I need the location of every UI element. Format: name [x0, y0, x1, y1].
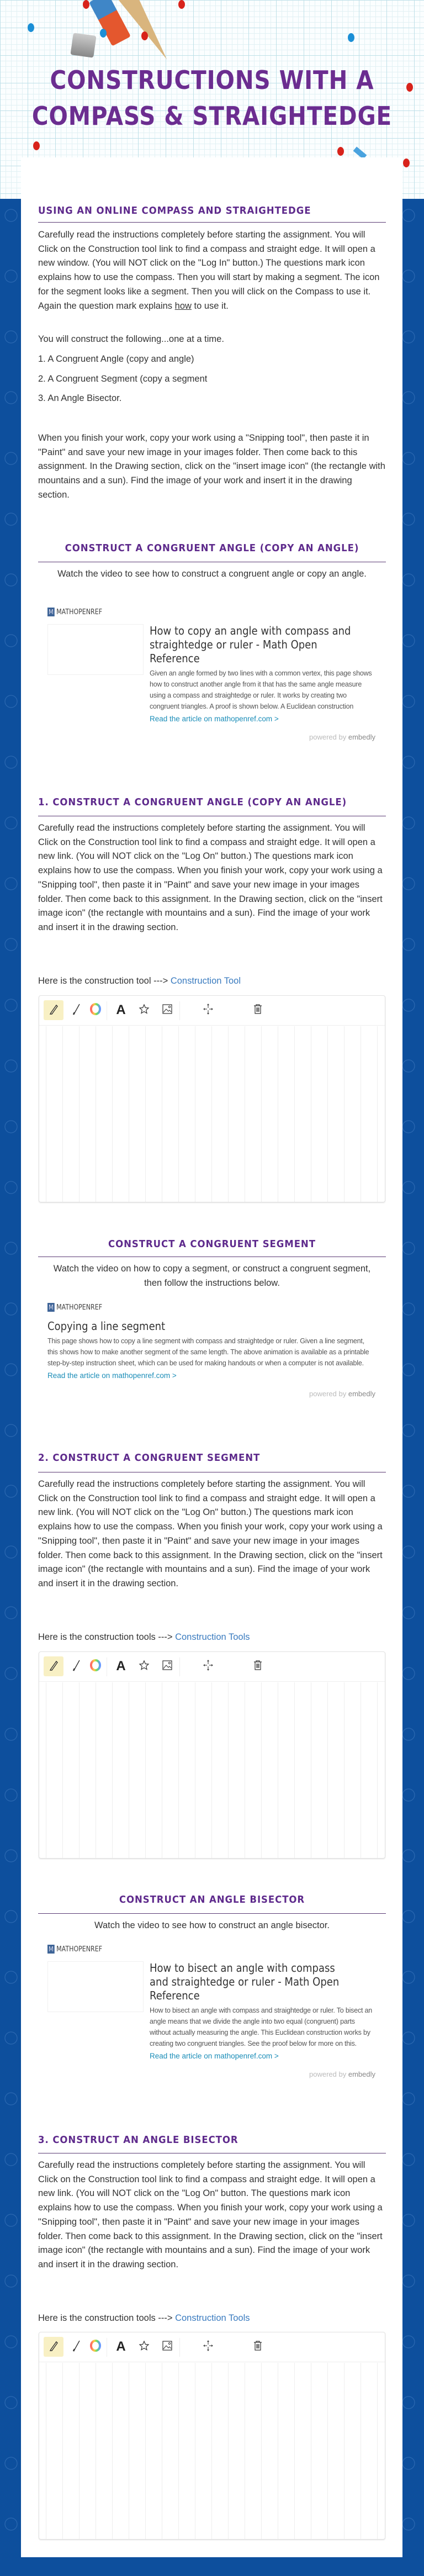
brand-name: MATHOPENREF	[56, 1303, 103, 1312]
embed-thumbnail[interactable]	[47, 624, 144, 675]
tool-prefix: Here is the construction tools --->	[38, 1632, 173, 1642]
read-article-link[interactable]: Read the article on mathopenref.com >	[47, 1371, 177, 1380]
dot-decoration	[178, 0, 185, 9]
drawing-toolbar	[39, 2332, 385, 2362]
dot-decoration	[406, 83, 413, 92]
color-wheel-tool-button[interactable]	[86, 1000, 105, 1020]
tool-line	[38, 2311, 386, 2326]
pencil-icon	[49, 1660, 59, 1674]
star-icon	[139, 1004, 150, 1017]
embedly-brand: embedly	[348, 733, 375, 741]
star-tool-button[interactable]	[134, 2337, 154, 2357]
brush-tool-button[interactable]	[67, 1000, 87, 1020]
drawing-toolbar	[39, 1652, 385, 1682]
intro-heading: USING AN ONLINE COMPASS AND STRAIGHTEDGE	[38, 205, 311, 217]
task-heading: 1. CONSTRUCT A CONGRUENT ANGLE (COPY AN ANGLE)	[38, 796, 347, 808]
tool-prefix: Here is the construction tools --->	[38, 2313, 173, 2323]
dot-decoration	[28, 23, 34, 32]
divider	[38, 222, 386, 223]
star-icon	[139, 1660, 150, 1674]
embed-title[interactable]: Copying a line segment	[47, 1319, 166, 1333]
video-section-heading: CONSTRUCT A CONGRUENT SEGMENT	[108, 1238, 316, 1250]
watch-text: Watch the video on how to copy a segment, or construct a congruent segment, then follow the instructions below.	[53, 1264, 371, 1288]
trash-tool-button[interactable]	[248, 1000, 268, 1020]
dot-decoration	[100, 29, 107, 38]
powered-by-embedly[interactable]	[47, 2069, 375, 2080]
move-icon	[203, 1003, 214, 1018]
divider	[38, 1913, 386, 1914]
mathopenref-logo-icon: M	[48, 1945, 54, 1953]
embed-description: How to bisect an angle with compass and straightedge or ruler. To bisect an angle means that we divide the angle into two equal (congruent) parts without actually measuring the angle. This Euclidean construction works by creating two congruent triangles. See the proof below for more on this.	[150, 2007, 373, 2047]
pencil-tool-button[interactable]	[44, 2337, 63, 2357]
brand-name: MATHOPENREF	[56, 1945, 103, 1954]
watch-text: Watch the video to see how to construct a congruent angle or copy an angle.	[57, 569, 367, 579]
powered-prefix: powered by	[309, 1390, 347, 1398]
video-section-heading: CONSTRUCT A CONGRUENT ANGLE (COPY AN ANGLE)	[65, 542, 359, 554]
toolbar-separator	[179, 2338, 180, 2357]
brush-icon	[72, 1003, 81, 1018]
intro-text-end: to use it.	[191, 300, 229, 311]
task-paragraph: Carefully read the instructions completely before starting the assignment. You will Click on the Construction tool link to find a compass and straight edge. It will open a new link. (You will NOT click on the "Log On" button. The questions mark icon explains how to use the compass. When you finish your work, copy your work using a "Snipping tool", then paste it in "Paint" and save your new image in your images folder. Then come back to this assignment. In the Drawing section, click on the "insert image icon" (the rectangle with mountains and a sun). Find the image of your work and insert it in the drawing section.	[38, 2160, 383, 2269]
drawing-canvas[interactable]	[39, 2363, 385, 2539]
sharpener-decoration	[70, 33, 96, 57]
embed-card	[47, 1303, 379, 1400]
list-item: 3. An Angle Bisector.	[38, 393, 122, 403]
dot-decoration	[403, 159, 410, 167]
construct-line: You will construct the following...one at a time.	[38, 334, 224, 344]
dot-decoration	[33, 141, 40, 150]
dot-decoration	[141, 31, 148, 40]
intro-text: Carefully read the instructions completely before starting the assignment. You will Click on the Construction tool link to find a compass and straight edge. It will open a new window. (You will NOT click on the "Log In" button.) The questions mark icon explains how to use the compass. Then you will start by making a segment. The icon for the segment looks like a segment. Then you will click on the Compass to use it. Again the question mark explains	[38, 230, 380, 311]
embed-brand	[47, 1303, 329, 1312]
powered-by-embedly[interactable]	[47, 1389, 375, 1400]
drawing-widget	[39, 1651, 385, 1859]
brush-icon	[72, 2340, 81, 2355]
embed-description: Given an angle formed by two lines with a common vertex, this page shows how to construct another angle from it that has the same angle measure using a compass and straightedge or ruler. It works by creating two congruent triangles. A proof is shown below. A Euclidean construction	[150, 669, 372, 710]
embed-title[interactable]: How to bisect an angle with compass and straightedge or ruler - Math Open Reference	[150, 1961, 340, 2002]
watch-text: Watch the video to see how to construct an angle bisector.	[94, 1920, 330, 1930]
task-heading: 2. CONSTRUCT A CONGRUENT SEGMENT	[38, 1452, 261, 1464]
video-section-heading: CONSTRUCT AN ANGLE BISECTOR	[119, 1894, 305, 1905]
embed-description: This page shows how to copy a line segment with compass and straightedge or ruler. Given a line segment, this shows how to make another segment of the same length. The above animation is available as a printable step-by-step instruction sheet, which can be used for making handouts or when a computer is not available.	[47, 1337, 369, 1367]
page-title-line-1: CONSTRUCTIONS WITH A	[50, 65, 374, 95]
tool-line	[38, 974, 386, 989]
mathopenref-logo-icon: M	[48, 1303, 54, 1311]
brush-tool-button[interactable]	[67, 1656, 87, 1676]
toolbar-separator	[179, 1657, 180, 1676]
list-item: 2. A Congruent Segment (copy a segment	[38, 374, 208, 384]
pencil-icon	[49, 2340, 59, 2354]
embed-card	[47, 608, 379, 743]
tool-line	[38, 1630, 386, 1645]
toolbar-separator	[179, 1001, 180, 1020]
drawing-toolbar	[39, 996, 385, 1026]
move-icon	[203, 1659, 214, 1674]
insert-image-icon	[162, 1660, 173, 1674]
brand-name: MATHOPENREF	[56, 608, 103, 616]
move-tool-button[interactable]	[198, 1656, 218, 1676]
pencil-tool-button[interactable]	[44, 1656, 63, 1676]
dot-decoration	[337, 147, 344, 156]
read-article-link[interactable]: Read the article on mathopenref.com >	[150, 2052, 279, 2060]
task-paragraph: Carefully read the instructions completely before starting the assignment. You will Click on the Construction tool link to find a compass and straight edge. It will open a new link. (You will NOT click on the "Log On" button.) The questions mark icon explains how to use the compass. When you finish your work, copy your work using a "Snipping tool", then paste it in "Paint" and save your new image in your images folder. Then come back to this assignment. In the Drawing section, click on the "insert image icon" (the rectangle with mountains and a sun). Find the image of your work and insert it in the drawing section.	[38, 1479, 383, 1588]
brush-tool-button[interactable]	[67, 2337, 87, 2357]
drawing-widget	[39, 2332, 385, 2540]
task-heading: 3. CONSTRUCT AN ANGLE BISECTOR	[38, 2134, 239, 2146]
text-tool-button[interactable]	[111, 1656, 131, 1676]
text-icon: A	[116, 1659, 126, 1674]
drawing-widget	[39, 995, 385, 1202]
embed-card	[47, 1945, 379, 2080]
color-wheel-tool-button[interactable]	[86, 1656, 105, 1676]
insert-image-icon	[162, 1004, 173, 1017]
powered-by-embedly[interactable]	[47, 732, 375, 743]
construction-tool-link[interactable]: Construction Tool	[170, 976, 241, 986]
trash-tool-button[interactable]	[248, 2337, 268, 2357]
move-tool-button[interactable]	[198, 1000, 218, 1020]
star-icon	[139, 2340, 150, 2354]
content-card	[21, 157, 402, 2557]
embed-brand	[47, 608, 329, 616]
trash-icon	[253, 1004, 262, 1017]
text-icon: A	[116, 2339, 126, 2354]
trash-icon	[253, 2340, 262, 2354]
powered-prefix: powered by	[309, 733, 347, 741]
insert-image-icon	[162, 2340, 173, 2354]
pencil-tool-button[interactable]	[44, 1000, 63, 1020]
embedly-brand: embedly	[348, 1390, 375, 1398]
text-tool-button[interactable]	[111, 1000, 131, 1020]
construction-tools-link[interactable]: Construction Tools	[175, 1632, 250, 1642]
color-wheel-tool-button[interactable]	[86, 2337, 105, 2357]
star-tool-button[interactable]	[134, 1656, 154, 1676]
insert-image-tool-button[interactable]	[157, 1000, 177, 1020]
move-icon	[203, 2340, 214, 2355]
intro-paragraph	[38, 228, 386, 313]
color-wheel-icon	[90, 1659, 101, 1674]
brush-icon	[72, 1659, 81, 1674]
page-title-line-2: COMPASS & STRAIGHTEDGE	[31, 101, 393, 131]
pencil-icon	[49, 1004, 59, 1017]
trash-icon	[253, 1660, 262, 1674]
construction-tools-link[interactable]: Construction Tools	[175, 2313, 250, 2323]
dot-decoration	[83, 0, 89, 9]
task-paragraph: Carefully read the instructions completely before starting the assignment. You will Click on the Construction tool link to find a compass and straight edge. It will open a new link. (You will NOT click on the "Log On" button.) The questions mark icon explains how to use the compass. When you finish your work, copy your work using a "Snipping tool", then paste it in "Paint" and save your new image in your images folder. Then come back to this assignment. In the Drawing section, click on the "insert image icon" (the rectangle with mountains and a sun). Find the image of your work and insert it in the drawing section.	[38, 823, 383, 932]
underlined-word: how	[174, 300, 192, 311]
trash-tool-button[interactable]	[248, 1656, 268, 1676]
color-wheel-icon	[90, 2340, 101, 2355]
text-tool-button[interactable]	[111, 2337, 131, 2357]
list-item: 1. A Congruent Angle (copy and angle)	[38, 354, 194, 364]
mathopenref-logo-icon: M	[48, 608, 54, 616]
embedly-brand: embedly	[348, 2070, 375, 2078]
embed-thumbnail[interactable]	[47, 1961, 144, 2012]
dot-decoration	[348, 33, 354, 42]
drawing-canvas[interactable]	[39, 1682, 385, 1858]
powered-prefix: powered by	[309, 2070, 347, 2078]
embed-brand	[47, 1945, 329, 1954]
insert-image-tool-button[interactable]	[157, 1656, 177, 1676]
star-tool-button[interactable]	[134, 1000, 154, 1020]
color-wheel-icon	[90, 1003, 101, 1018]
drawing-canvas[interactable]	[39, 1026, 385, 1202]
finish-paragraph: When you finish your work, copy your work using a "Snipping tool", then paste it in "Paint" and save your new image in your images folder. Then come back to this assignment. In the Drawing section, click on the "insert image icon" (the rectangle with mountains and a sun). Find the image of your work and insert it in the drawing section.	[38, 433, 385, 500]
embed-title[interactable]: How to copy an angle with compass and straightedge or ruler - Math Open Reference	[150, 624, 351, 665]
move-tool-button[interactable]	[198, 2337, 218, 2357]
read-article-link[interactable]: Read the article on mathopenref.com >	[150, 715, 279, 723]
text-icon: A	[116, 1002, 126, 1017]
insert-image-tool-button[interactable]	[157, 2337, 177, 2357]
tool-prefix: Here is the construction tool --->	[38, 976, 168, 986]
